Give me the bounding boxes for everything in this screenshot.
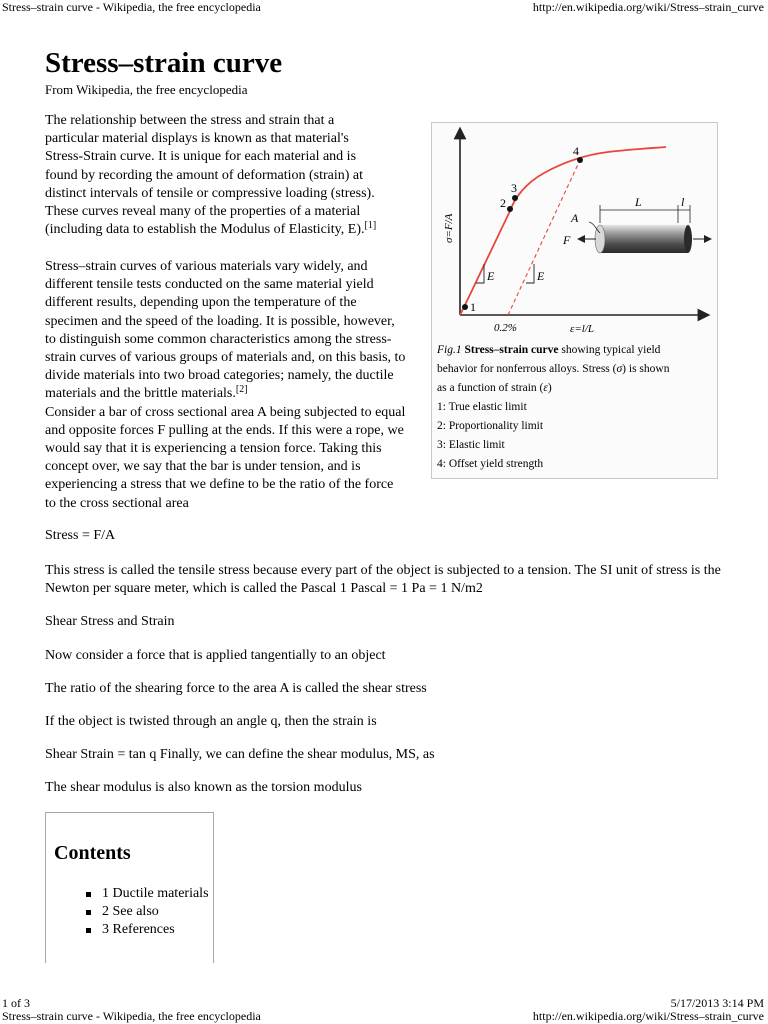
reference-link-1[interactable]: [1] [364,220,377,232]
footer-title: Stress–strain curve - Wikipedia, the free encyclopedia [2,1009,261,1023]
tensile-bar [562,195,708,253]
point-3 [512,195,518,201]
sigma-symbol: σ [616,363,623,375]
point-label-4: 4 [573,144,579,158]
curves-paragraph [45,258,407,513]
epsilon-symbol: ε [543,382,548,394]
tensile-stress-paragraph: This stress is called the tensile stress because every part of the object is subjected to a tension. The SI unit of stress is the Newton per square meter, which is called the Pascal 1 Pascal = 1 Pa = 1 N/m2 [45,563,721,597]
toc-list [86,885,209,939]
toc-item-see-also[interactable]: 2 See also [86,903,209,921]
caption-item-4: 4: Offset yield strength [437,458,544,470]
modulus-label-right: E [537,269,545,283]
caption-bold-title: Stress–strain curve [464,344,559,356]
point-label-2: 2 [500,196,506,210]
stress-strain-diagram[interactable] [434,125,715,340]
caption-rest: showing typical yield [561,344,661,356]
caption-item-2: 2: Proportionality limit [437,420,544,432]
bar-tension-text: Consider a bar of cross sectional area A being subjected to equal and opposite forces F pulling at the ends. If this were a rope, we would say that it is experiencing a tension force. Taking this concept over, we say that the bar is under tension, and is experiencing a stress that we define to be the ratio of the force to the cross sectional area [45,404,406,511]
x-axis-label: ε=l/L [570,323,594,335]
area-label: A [571,211,579,225]
caption-line-3b: ) [547,382,552,394]
intro-text: The relationship between the stress and strain that a particular material displays is known as that material's Stress-Strain curve. It is unique for each material and is found by recording the amount of deformation (strain) at distinct intervals of tensile or compressive loading (stress). These curves reveal many of the properties of a material (including data to establish the Modulus of Elasticity, E). [45,113,375,238]
caption-line-2a: behavior for nonferrous alloys. Stress ( [437,363,617,375]
shear-paragraph-1: Now consider a force that is applied tangentially to an object [45,648,386,663]
point-1 [462,304,468,310]
toc-title: Contents [54,842,131,864]
figure-box [431,122,718,479]
caption-line-3 [437,379,713,398]
caption-line-2 [437,360,713,379]
footer-url[interactable]: http://en.wikipedia.org/wiki/Stress–strain_curve [532,1009,764,1023]
caption-item-1: 1: True elastic limit [437,401,527,413]
elongation-label: l [681,195,685,209]
page-title: Stress–strain curve [45,47,283,79]
point-2 [507,206,513,212]
figure-caption [437,341,713,474]
shear-paragraph-5: The shear modulus is also known as the torsion modulus [45,780,362,795]
table-of-contents [45,812,214,963]
caption-line-2b: ) is shown [622,363,670,375]
header-url[interactable]: http://en.wikipedia.org/wiki/Stress–strain_curve [532,0,764,14]
point-label-1: 1 [470,300,476,314]
header-title: Stress–strain curve - Wikipedia, the free encyclopedia [2,0,261,14]
point-label-3: 3 [511,181,517,195]
reference-link-2[interactable]: [2] [235,384,248,396]
caption-fig-label: Fig.1 [437,344,462,356]
shear-heading: Shear Stress and Strain [45,614,175,629]
shear-paragraph-4: Shear Strain = tan q Finally, we can define the shear modulus, MS, as [45,747,435,762]
page-subtitle: From Wikipedia, the free encyclopedia [45,82,248,97]
caption-line-1 [437,341,713,360]
stress-equation: Stress = F/A [45,528,116,543]
print-datetime: 5/17/2013 3:14 PM [670,996,764,1010]
force-label-left: F [563,233,571,247]
offset-label: 0.2% [494,322,517,334]
shear-paragraph-2: The ratio of the shearing force to the area A is called the shear stress [45,681,427,696]
toc-item-references[interactable]: 3 References [86,921,209,939]
shear-paragraph-3: If the object is twisted through an angle q, then the strain is [45,714,377,729]
toc-item-ductile-materials[interactable]: 1 Ductile materials [86,885,209,903]
length-label: L [635,195,642,209]
caption-line-3a: as a function of strain ( [437,382,544,394]
intro-paragraph [45,112,390,239]
modulus-label-left: E [487,269,495,283]
page-number: 1 of 3 [2,996,30,1010]
y-axis-label: σ=F/A [443,213,455,243]
curves-text: Stress–strain curves of various materials vary widely, and different tensile tests conducted on the same material yield different results, depending upon the temperature of the specimen and the speed of the loading. It is possible, however, to distinguish some common characteristics among the stress-strain curves of various groups of materials and, on this basis, to divide materials into two broad categories; namely, the ductile materials and the brittle materials. [45,259,406,402]
caption-item-3: 3: Elastic limit [437,439,505,451]
